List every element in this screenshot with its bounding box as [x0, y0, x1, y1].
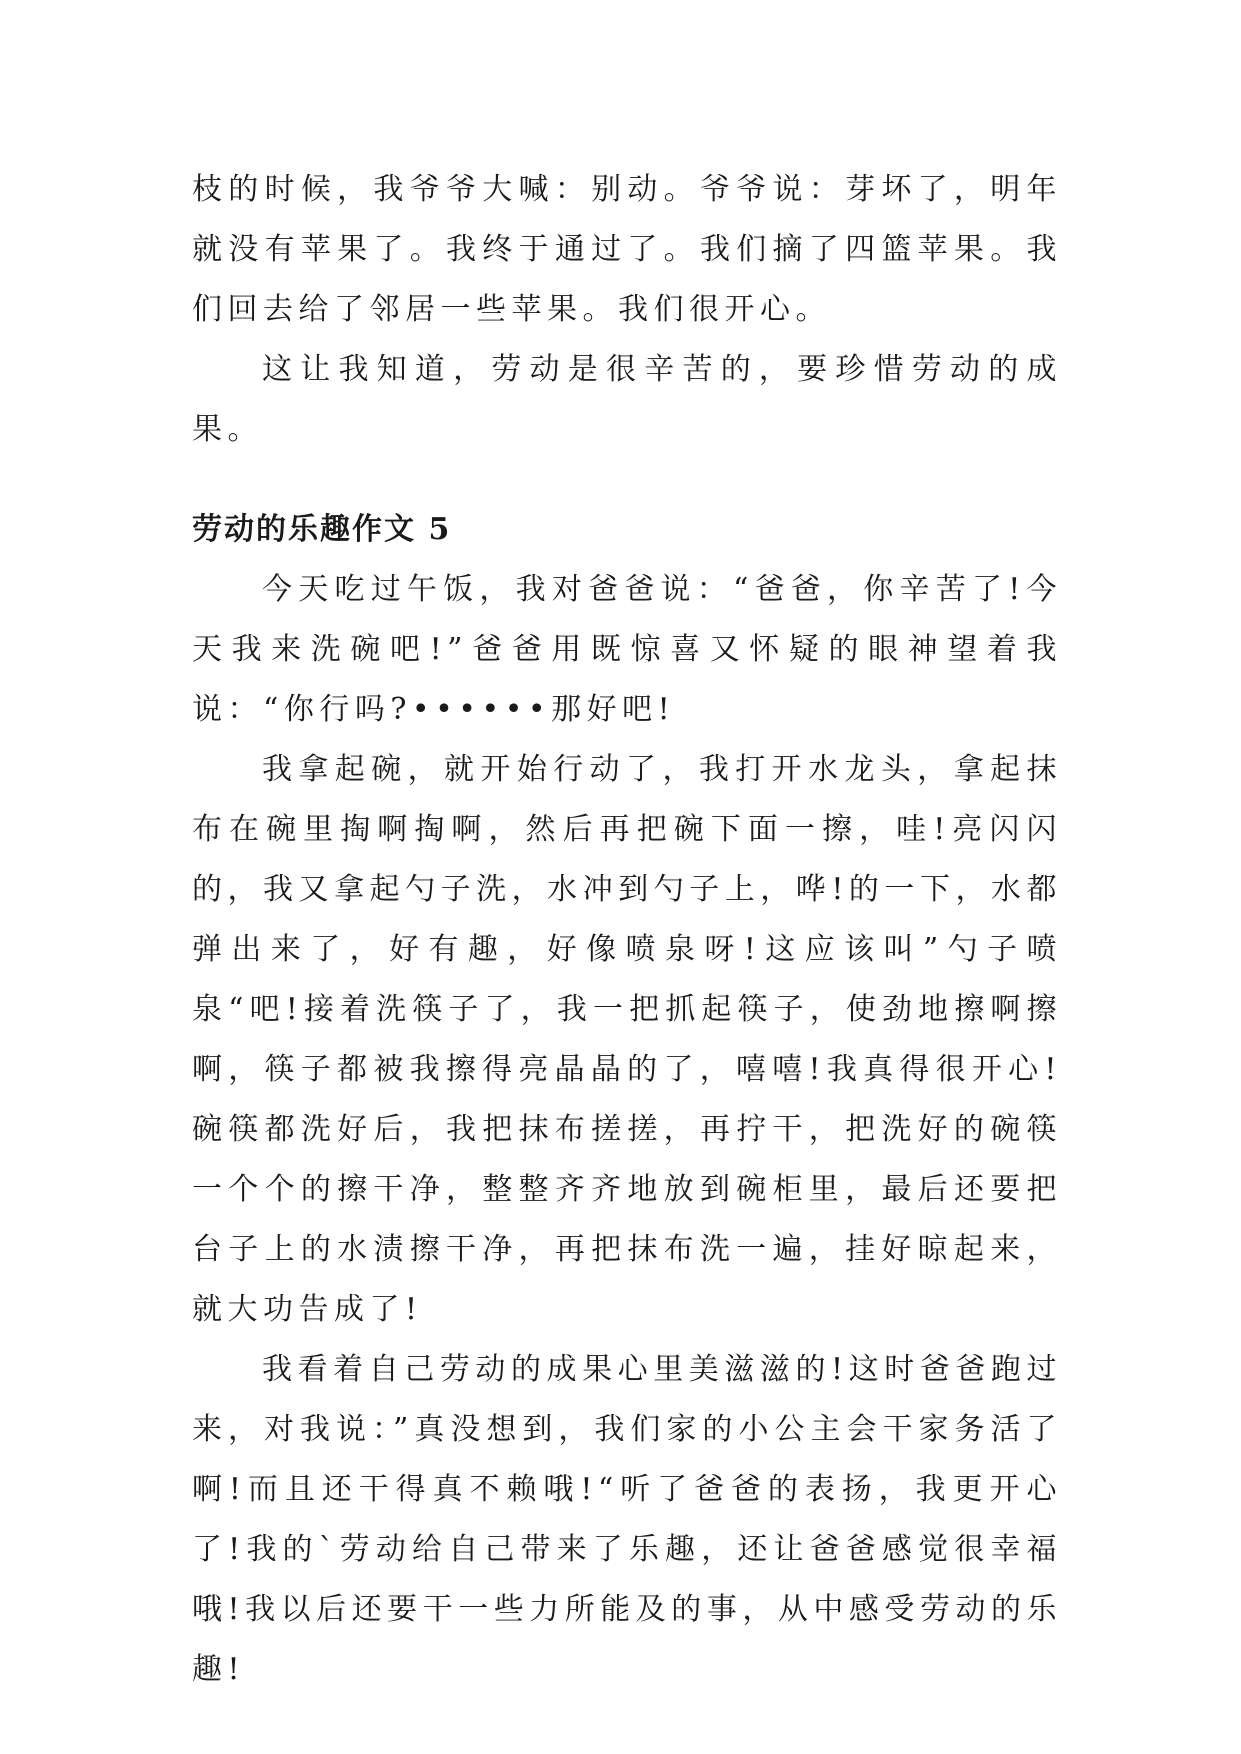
conclusion-paragraph: 这让我知道，劳动是很辛苦的，要珍惜劳动的成果。 — [192, 352, 1062, 447]
continuation-paragraph: 枝的时候，我爷爷大喊：别动。爷爷说：芽坏了，明年就没有苹果了。我终于通过了。我们摘了四篮苹果。我们回去给了邻居一些苹果。我们很开心。 — [192, 172, 1062, 327]
document-body — [192, 160, 1062, 1700]
section-gap — [192, 460, 1062, 500]
essay-title: 劳动的乐趣作文 5 — [192, 512, 452, 547]
essay-paragraph-3: 我看着自己劳动的成果心里美滋滋的!这时爸爸跑过来，对我说：”真没想到，我们家的小公主会干家务活了啊!而且还干得真不赖哦!“听了爸爸的表扬，我更开心了!我的`劳动给自己带来了乐趣，还让爸爸感觉很幸福哦!我以后还要干一些力所能及的事，从中感受劳动的乐趣! — [192, 1352, 1062, 1687]
essay-paragraph-1: 今天吃过午饭，我对爸爸说：“爸爸，你辛苦了!今天我来洗碗吧!”爸爸用既惊喜又怀疑的眼神望着我说：“你行吗?••••••那好吧! — [192, 572, 1062, 727]
essay-paragraph-2: 我拿起碗，就开始行动了，我打开水龙头，拿起抹布在碗里掏啊掏啊，然后再把碗下面一擦，哇!亮闪闪的，我又拿起勺子洗，水冲到勺子上，哗!的一下，水都弹出来了，好有趣，好像喷泉呀!这应该叫”勺子喷泉“吧!接着洗筷子了，我一把抓起筷子，使劲地擦啊擦啊，筷子都被我擦得亮晶晶的了，嘻嘻!我真得很开心!碗筷都洗好后，我把抹布搓搓，再拧干，把洗好的碗筷一个个的擦干净，整整齐齐地放到碗柜里，最后还要把台子上的水渍擦干净，再把抹布洗一遍，挂好晾起来，就大功告成了! — [192, 752, 1062, 1327]
